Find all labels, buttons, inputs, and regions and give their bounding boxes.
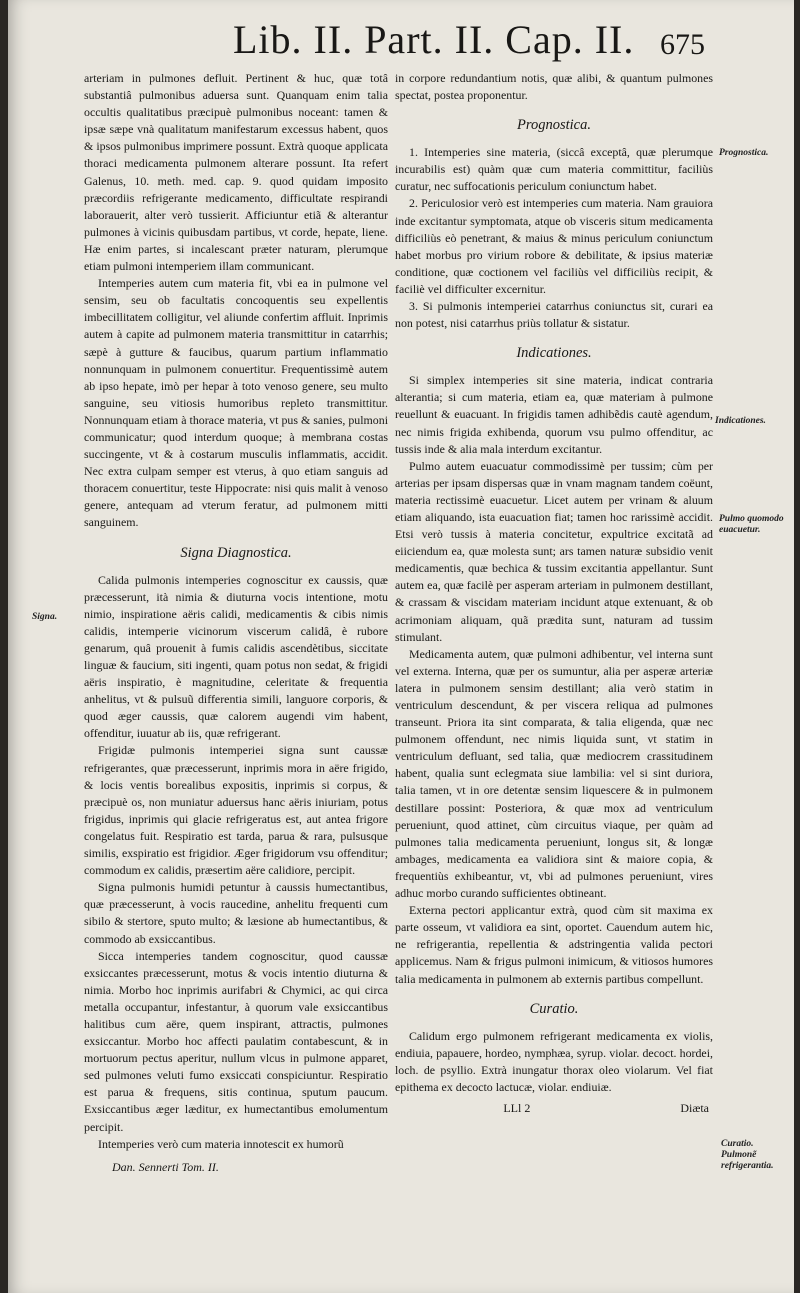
paragraph: in corpore redundantium notis, quæ alibi, & quantum pulmones spectat, postea proponentur. [395,71,713,103]
page-footer-right [395,1100,713,1116]
paragraph: arteriam in pulmones defluit. Pertinent & huc, quæ totâ substantiâ pulmonibus aduersa sunt. Quanquam enim talia occultis qualitatibus præcipuè pulmonibus noceant: tamen & ipsæ sæpe vnà qualitatum manifestarum excessus habent, quos & ipsos pulmonibus imprimere possunt. Extrà quoque applicata thoraci medicamenta pulmonem alterare possunt. Ita refert Galenus, 10. meth. med. cap. 9. quod quidam imposito præcordiis refrigerante medicamento, difficultate respirandi laborauerit, alter verò tussierit. Afficiuntur etiã & alterantur pulmones à vicinis quibusdam partibus, vt corde, hepate, liene. Hæ enim partes, si incalescant præter naturam, plerumque etiam pulmoni intemperiem illam communicant. [84,71,388,274]
margin-note-curatio: Curatio. Pulmonẽ refrigerantia. [721,1139,774,1171]
signature-author: Dan. Sennerti Tom. II. [112,1159,219,1174]
section-title-signa: Signa Diagnostica. [180,544,292,561]
paragraph: Calidum ergo pulmonem refrigerant medicamenta ex violis, endiuia, papauere, hordeo, nymphæa, syrup. violar. decoct. hordei, loch. de psyllio. Extrà inungatur thorax oleo violarum. Vel fiat epithema ex decocto lactucæ, violar. endiuiæ. [395,1028,713,1094]
margin-note-pulmo-quomodo: Pulmo quomodo euacuetur. [719,514,784,535]
paragraph: Sicca intemperies tandem cognoscitur, quod caussæ exsiccantes præcesserunt, motus & vocis intentio diuturna & nimia. Morbo hoc inprimis aurifabri & Chymici, ac qui circa metalla occupantur, infestantur, à quorum vale exsiccantibus halitibus cum aëre, quem inspirant, attractis, pulmones exsiccantur. Morbo hoc affecti paulatim contabescunt, & in mortuorum pectus aperitur, nullum vlcus in pulmone apparet, sed pulmones veluti fumo exsiccati conspiciuntur. Respiratio est parua & frequens, sitis continua, sputum paucum. Exsiccantibus æger læditur, ex humectantibus emolumentum percipit. [84,948,388,1134]
paragraph: Frigidæ pulmonis intemperiei signa sunt caussæ refrigerantes, quæ præcesserunt, inprimis mora in aëre frigido, & locis ventis borealibus expositis, inprimis si corpus, & præcipuè os, non muniatur aduersus hanc aëris iniuriam, potus frigidus, inprimis qui glacie refrigeratus est, aut antea frigore congelatus fuit. Respiratio est tarda, parua & rara, pulsusque similis, exspiratio est frigidior. Æger frigidorum vsu offenditur; commodum ex calidis, præsertim aëre calidiore, percipit. [84,743,388,878]
right-column [395,70,713,1116]
section-title-prognostica: Prognostica. [517,117,591,134]
margin-note-prognostica: Prognostica. [719,148,769,158]
left-column [84,70,388,1175]
page-footer-left [84,1159,388,1175]
paragraph: Pulmo autem euacuatur commodissimè per tussim; cùm per arterias per ipsam dispersas quæ in vnam magnam tandem coëunt, materia rectissimè euacuetur. Licet autem per vrinam & aluum etiam aliquando, ista euacuation fiat; tamen hoc rarissimè accidit. Etsi verò tussis à materia concitetur, expultrice excitatã ad eiiciendum ea, quæ molesta sunt; ars tamen naturæ subsidio venit medicamentis, quæ bechica & tussim excitantia appellantur. Sunt autem ea, quæ facilè per asperam arteriam in pulmonem destillant, & crassam & viscidam materiam incidunt atque extenuant, & ob acrimoniam aliquam, quã prædita sunt, naturam ad tussim stimulant. [395,458,713,644]
margin-note-indicationes: Indicationes. [715,416,766,426]
running-title: Lib. II. Part. II. Cap. II. [233,17,635,62]
margin-note-signa: Signa. [32,612,58,622]
book-page [8,0,794,1293]
paragraph: Si simplex intemperies sit sine materia, indicat contraria alterantia; si cum materia, etiam ea, quæ materiam à pulmone reuellunt & euacuant. In frigidis tamen adhibẽdis cautè agendum, nec nimis frigida exhibenda, quorum vsu pulmo offenditur, ac tussis inde & alia mala interdum excitantur. [395,373,713,456]
signature-mark: LLl 2 [503,1100,531,1115]
section-title-curatio: Curatio. [529,1000,579,1017]
section-title-indicationes: Indicationes. [516,345,592,362]
page-header [8,10,794,70]
paragraph: Intemperies autem cum materia fit, vbi ea in pulmone vel sensim, seu ob facultatis concoquentis seu expellentis imbecillitatem colligitur, vel aliunde confertim affluit. Inprimis autem à capite ad pulmonem materia transmittitur in catarrhis; sæpè à gutture & faucibus, quarum partium inflammatio nonnunquam in pulmonem conuertitur. Frequentissimè autem ab ipso hepate, imò per hepar à toto venoso genere, seu multo sanguine, seu vitiosis humoribus repleto transmittitur. Nonnunquam etiam à thorace materia, vt pus & sanies, pulmoni communicatur; quod interdum quoque; à membrana costas succingente, vt & à costarum musculis inflammatis, accidit. Nec extra culpam semper est vterus, à quo etiam sanguis ad thoracem conuertitur, teste Hippocrate: nisi quis malit à venoso genere, antequam ad vterum feratur, ad pulmonem mitti sanguinem. [84,276,388,530]
catchword: Diæta [680,1100,709,1115]
paragraph: Calida pulmonis intemperies cognoscitur ex caussis, quæ præcesserunt, ità nimia & diuturna vocis intentione, motu nimio, inspiratione aëris calidi, medicamentis & cibis nimis calidis, intemperie vicinorum viscerum calidâ, è rubore genarum, quâ prouenit à fumis calidis ascendètibus, siccitate linguæ & faucium, siti ingenti, quam potus non sedat, & frigidi aëris inspiratio, è magnitudine, celeritate & frequentia anhelitus, vt & pulsuũ differentia simili, languore corporis, & quod æger caussis, quæ calorem augendi vim habent, offenditur, iuuatur ab iis, quæ refrigerant. [84,572,388,741]
paragraph: Intemperies verò cum materia innotescit ex humorũ [98,1136,344,1151]
paragraph: Signa pulmonis humidi petuntur à caussis humectantibus, quæ præcesserunt, à vocis raucedine, anhelitu frequenti cum sibilo & stertore, sputo multo; & læsione ab humectantibus, & commodo ab exsiccantibus. [84,880,388,946]
prognostica-item: 3. Si pulmonis intemperiei catarrhus coniunctus sit, curari ea non potest, nisi catarrhus priùs tollatur & sistatur. [395,299,713,331]
paragraph: Externa pectori applicantur extrà, quod cùm sit maxima ex parte osseum, vt validiora ea sint, oportet. Cauendum autem hic, ne refrigerantia, repellentia & adstringentia valida pectori applicemus. Nam & frigus pulmoni inimicum, & vitiosos humores talia medicamenta in pulmonem ab externis partibus compellunt. [395,903,713,986]
paragraph: Medicamenta autem, quæ pulmoni adhibentur, vel interna sunt vel externa. Interna, quæ per os sumuntur, alia per asperæ arteriæ latera in pulmonem sensim destillant; alia verò statim in ventriculum descendunt, & per viscera reliqua ad pulmones transeunt. Priora ita sint comparata, & talia eligenda, quæ nec pulmonem offendunt, nec nimis liquida sunt, vt statim in ventriculum defluant, sed talia, quæ mediocrem crassitudinem habent, qualia sunt eclegmata siue lambilia: vel si sint duriora, talia tamen, vt in ore detentæ sensim liquescere & in pulmonem destillare possint: Posteriora, & quæ mox ad ventriculum perueniunt, quod attinet, cùm circuitus viaque, per quàm ad pulmones talia medicamenta perueniunt, longus sit, & longæ ambages, medicamenta ea validiora sint & maiore copia, & frequentiùs exhibeantur, vt, vbi ad pulmones perueniunt, vires adhuc morbo curando sufficientes obtineant. [395,646,713,901]
prognostica-item: 2. Periculosior verò est intemperies cum materia. Nam grauiora inde excitantur symptomata, atque ob visceris situm medicamenta difficiliùs eò penetrant, & maius & minus periculum coniunctum habet morbus pro virium robore & debilitate, & ipsius materiæ conditione, quæ coctionem vel faciliùs vel difficiliùs recipit, & faciliè vel difficulter excernitur. [395,196,713,296]
page-number: 675 [660,28,705,61]
prognostica-item: 1. Intemperies sine materia, (siccâ exceptâ, quæ plerumque incurabilis est) quàm quæ cum materia committitur, faciliùs curatur, nec suffocationis periculum coniunctum habet. [395,145,713,194]
